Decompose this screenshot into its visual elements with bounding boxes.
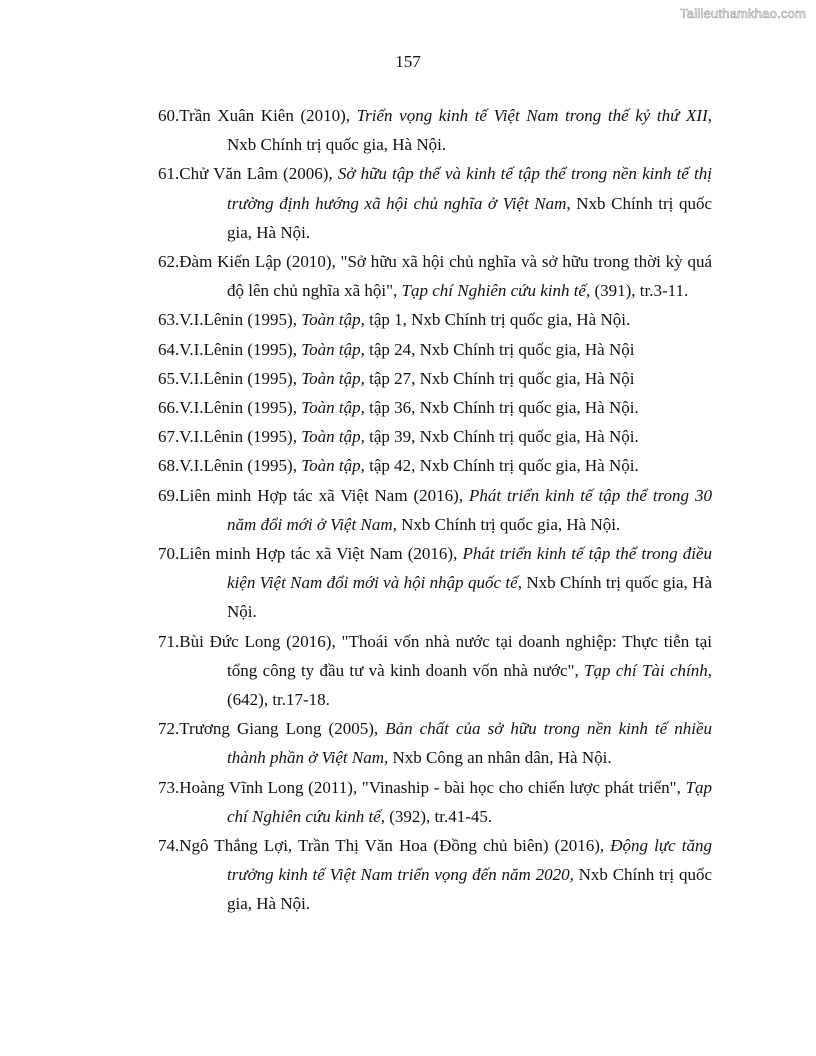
reference-title: Toàn tập, [301, 398, 365, 418]
reference-item [158, 247, 712, 305]
reference-title: Phát triển kinh tế tập thể trong điều kiện Việt Nam đổi mới và hội nhập quốc tế [227, 544, 712, 593]
reference-authors: V.I.Lênin (1995), [179, 427, 302, 447]
reference-title: Phát triển kinh tế tập thể trong 30 năm đổi mới ở Việt Nam [227, 485, 712, 534]
reference-item [158, 831, 712, 919]
reference-title: Tạp chí Nghiên cứu kinh tế, [227, 777, 712, 826]
reference-publisher: , (642), tr.17-18. [227, 660, 712, 710]
reference-title: Sở hữu tập thể và kinh tế tập thể trong nền kinh tế thị trường định hướng xã hội chủ nghĩa ở Việt Nam [227, 164, 712, 213]
reference-publisher: , Nxb Chính trị quốc gia, Hà Nội. [392, 514, 621, 534]
reference-title: Bản chất của sở hữu trong nền kinh tế nhiều thành phần ở Việt Nam, [227, 719, 713, 768]
reference-publisher: tập 1, Nxb Chính trị quốc gia, Hà Nội. [364, 310, 631, 330]
reference-title: Tạp chí Tài chính [584, 660, 708, 680]
reference-authors: V.I.Lênin (1995), [179, 339, 302, 359]
reference-authors: Trương Giang Long (2005), [179, 719, 386, 739]
reference-publisher: tập 36, Nxb Chính trị quốc gia, Hà Nội. [364, 398, 639, 418]
reference-number: 70. [158, 544, 180, 564]
reference-title: Động lực tăng trưởng kinh tế Việt Nam triển vọng đến năm 2020, [227, 836, 712, 885]
reference-authors: Bùi Đức Long (2016), "Thoái vốn nhà nước tại doanh nghiệp: Thực tiễn tại tổng công ty đầu tư và kinh doanh vốn nhà nước", [179, 631, 712, 680]
reference-title: Toàn tập, [301, 456, 365, 476]
reference-title: Toàn tập, [301, 427, 365, 447]
reference-number: 62. [158, 252, 180, 272]
reference-item [158, 481, 712, 539]
reference-item [158, 539, 712, 627]
reference-publisher: tập 27, Nxb Chính trị quốc gia, Hà Nội [364, 368, 635, 388]
reference-publisher: tập 24, Nxb Chính trị quốc gia, Hà Nội [364, 339, 635, 359]
reference-number: 65. [158, 368, 180, 388]
reference-number: 61. [158, 164, 180, 184]
reference-authors: V.I.Lênin (1995), [179, 368, 302, 388]
reference-publisher: tập 39, Nxb Chính trị quốc gia, Hà Nội. [364, 427, 639, 447]
reference-item [158, 159, 712, 247]
reference-item [158, 422, 712, 451]
reference-number: 64. [158, 339, 180, 359]
reference-item [158, 364, 712, 393]
reference-authors: V.I.Lênin (1995), [179, 398, 302, 418]
reference-number: 60. [158, 106, 180, 125]
reference-item [158, 627, 712, 715]
reference-title: Toàn tập, [301, 310, 365, 330]
reference-item [158, 451, 712, 480]
reference-item [158, 393, 712, 422]
reference-item [158, 305, 712, 334]
reference-number: 63. [158, 310, 180, 330]
reference-item [158, 335, 712, 364]
reference-authors: V.I.Lênin (1995), [179, 456, 302, 476]
reference-publisher: (391), tr.3-11. [590, 281, 689, 301]
reference-title: Tạp chí Nghiên cứu kinh tế, [401, 281, 591, 301]
reference-number: 66. [158, 398, 180, 418]
reference-publisher: , Nxb Chính trị quốc gia, Hà Nội. [227, 106, 713, 155]
reference-item [158, 773, 712, 831]
reference-number: 73. [158, 777, 180, 797]
reference-title: Triển vọng kinh tế Việt Nam trong thế kỷ thứ XII [356, 106, 708, 125]
reference-title: Toàn tập, [301, 339, 365, 359]
reference-item [158, 101, 712, 159]
reference-publisher: , Nxb Chính trị quốc gia, Hà Nội. [227, 573, 712, 622]
reference-number: 69. [158, 485, 180, 505]
reference-number: 74. [158, 836, 180, 856]
page-number: 157 [395, 52, 421, 71]
reference-number: 72. [158, 719, 180, 739]
reference-publisher: Nxb Chính trị quốc gia, Hà Nội. [227, 865, 712, 914]
reference-authors: Trần Xuân Kiên (2010), [179, 106, 357, 125]
watermark-logo: Tailieuthamkhao.com [680, 6, 806, 21]
reference-title: Toàn tập, [301, 368, 365, 388]
reference-item [158, 714, 712, 772]
reference-authors: Liên minh Hợp tác xã Việt Nam (2016), [179, 485, 469, 505]
reference-authors: Hoàng Vĩnh Long (2011), "Vinaship - bài học cho chiến lược phát triển", [179, 777, 686, 797]
reference-authors: Liên minh Hợp tác xã Việt Nam (2016), [179, 544, 463, 564]
reference-authors: Ngô Thắng Lợi, Trần Thị Văn Hoa (Đồng chủ biên) (2016), [179, 836, 611, 856]
reference-number: 68. [158, 456, 180, 476]
reference-list [158, 101, 712, 919]
reference-authors: V.I.Lênin (1995), [179, 310, 302, 330]
reference-number: 67. [158, 427, 180, 447]
reference-authors: Đàm Kiến Lập (2010), "Sở hữu xã hội chủ nghĩa và sở hữu trong thời kỳ quá độ lên chủ nghĩa xã hội", [179, 252, 712, 301]
reference-publisher: Nxb Công an nhân dân, Hà Nội. [388, 748, 612, 768]
reference-number: 71. [158, 631, 180, 651]
reference-publisher: tập 42, Nxb Chính trị quốc gia, Hà Nội. [364, 456, 639, 476]
reference-publisher: , Nxb Chính trị quốc gia, Hà Nội. [227, 193, 713, 242]
reference-authors: Chử Văn Lâm (2006), [179, 164, 338, 184]
reference-publisher: (392), tr.41-45. [384, 806, 493, 826]
